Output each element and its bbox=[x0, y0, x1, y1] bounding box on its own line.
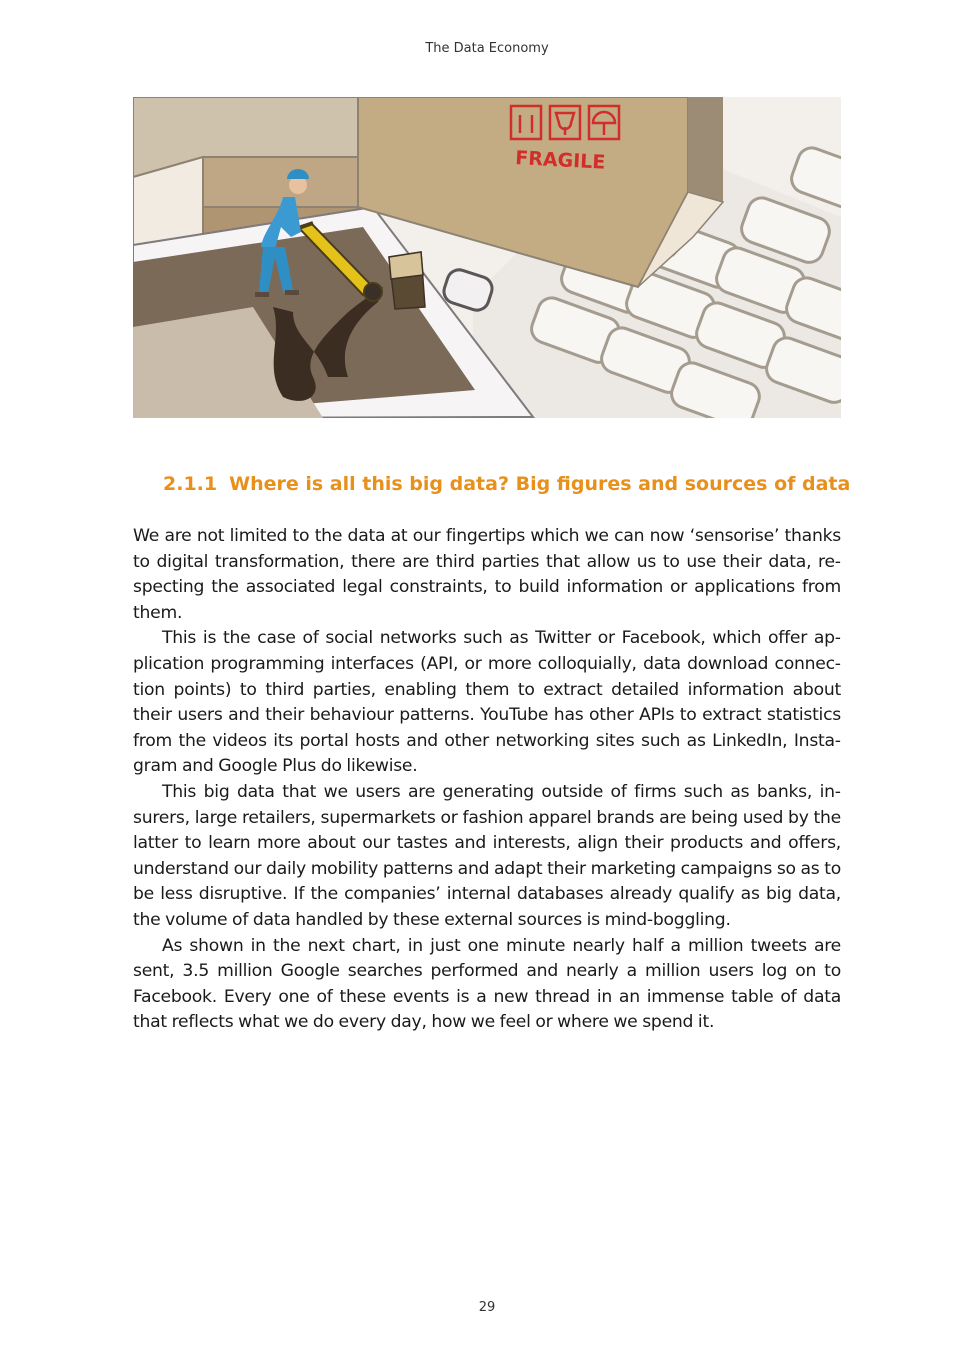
section-heading bbox=[163, 473, 853, 495]
paragraph-1: We are not limited to the data at our fingertips which we can now ‘sensorise’ thanks to digital transformation, there are third parties that allow us to use their data, respecting the associated legal constraints, to build information or applications from them. bbox=[133, 526, 841, 623]
running-header: The Data Economy bbox=[425, 41, 549, 56]
body-text bbox=[133, 524, 841, 1036]
paragraph-4: As shown in the next chart, in just one minute nearly half a million tweets are sent, 3.5 million Google searches performed and nearly a million users log on to Facebook. Every one of these events is a new thread in an immense table of data that reflects what we do every day, how we feel or where we spend it. bbox=[133, 935, 841, 1033]
fragile-label: FRAGILE bbox=[514, 147, 606, 174]
illustration bbox=[133, 97, 841, 418]
paragraph-3: This big data that we users are generating outside of firms such as banks, insurers, large retailers, supermarkets or fashion apparel brands are being used by the latter to learn more about our tastes and interests, align their products and offers, understand our daily mobility patterns and adapt their marketing campaigns so as to be less disruptive. If the companies’ internal databases already qualify as big data, the volume of data handled by these external sources is mind-boggling. bbox=[133, 781, 841, 930]
section-number: 2.1.1 bbox=[163, 473, 218, 495]
paragraph-2: This is the case of social networks such as Twitter or Facebook, which offer application programming interfaces (API, or more colloquially, data download connection points) to third parties, enabling them to extract detailed information about their users and their behaviour patterns. YouTube has other APIs to extract statistics from the videos its portal hosts and other networking sites such as LinkedIn, Instagram and Google Plus do likewise. bbox=[133, 628, 841, 777]
section-title: Where is all this big data? Big figures and sources of data bbox=[229, 473, 851, 495]
page-number: 29 bbox=[478, 1300, 496, 1315]
